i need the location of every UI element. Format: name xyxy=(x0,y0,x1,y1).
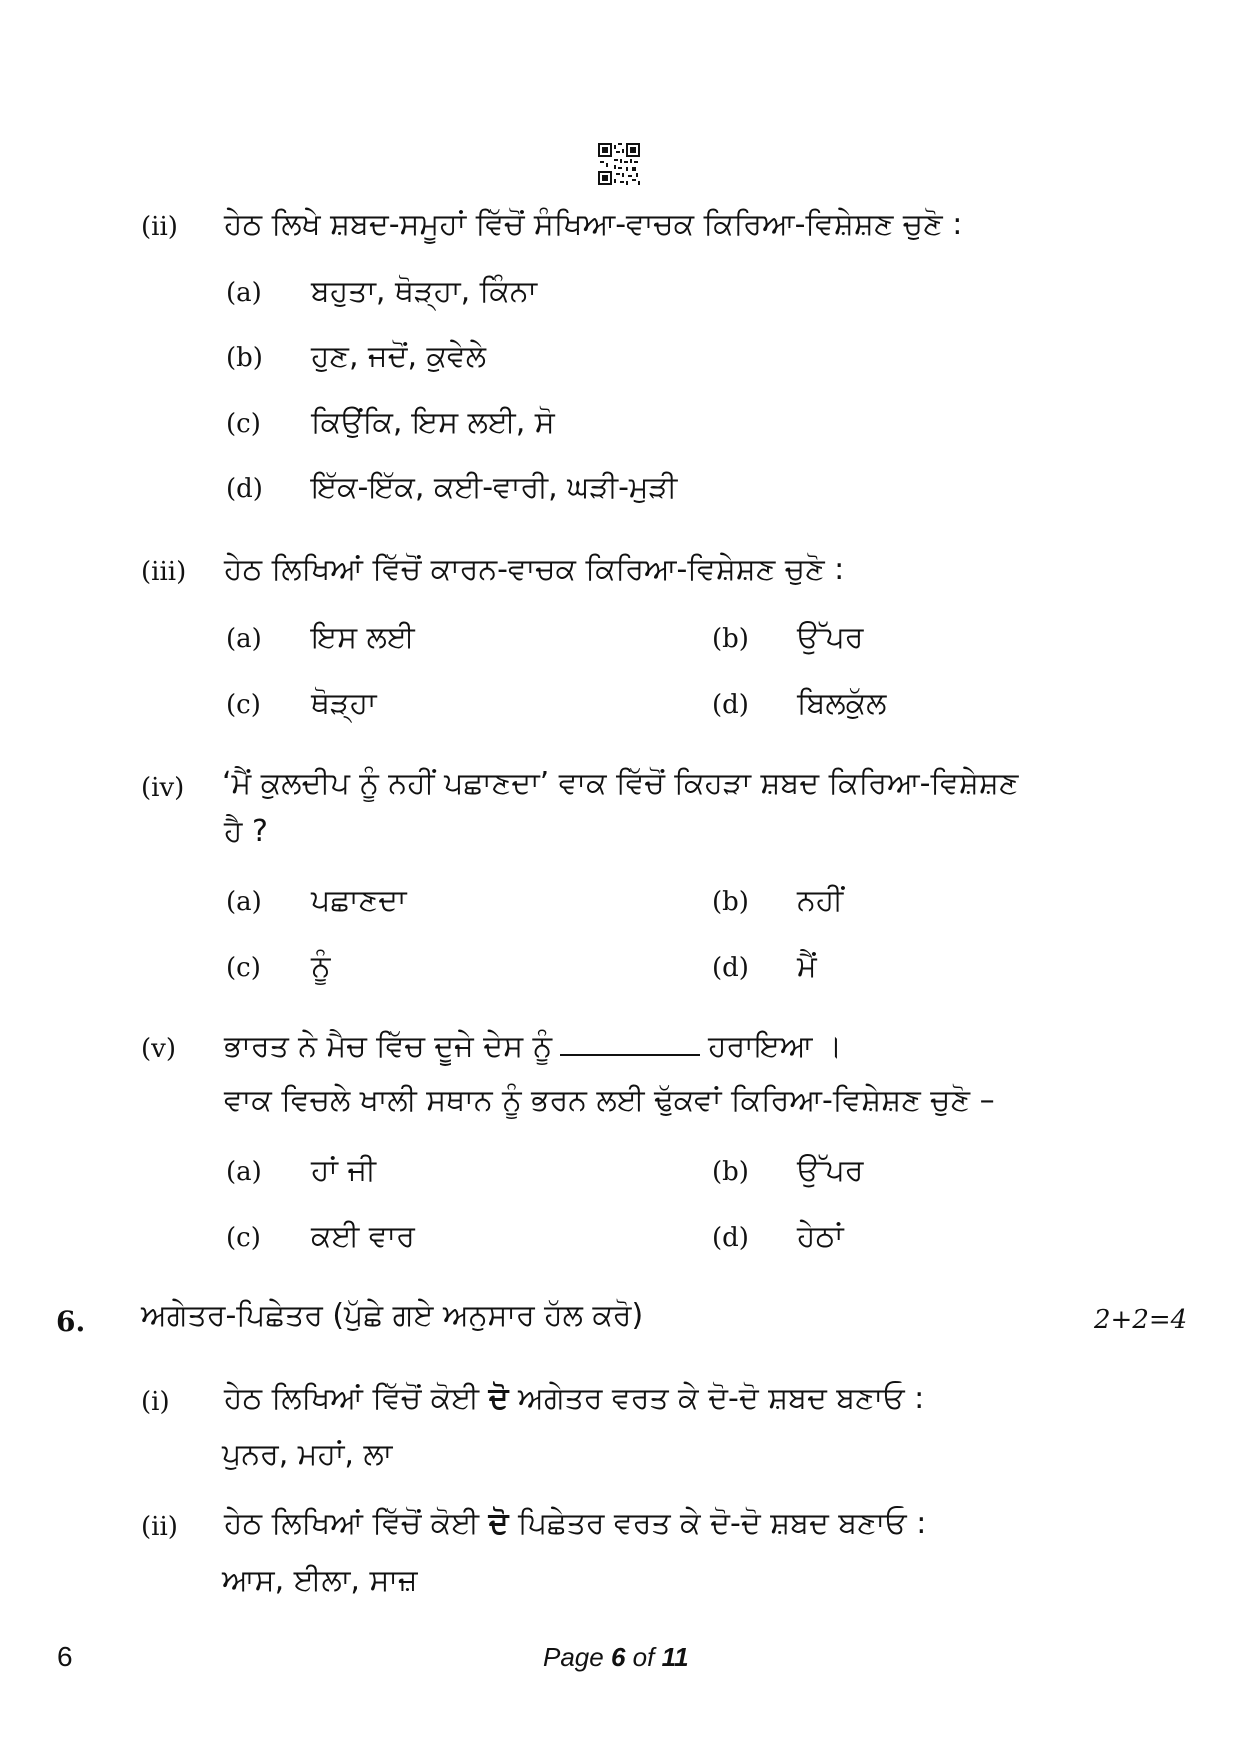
question-number: (v) xyxy=(141,1034,176,1064)
option-label: (c) xyxy=(226,953,261,983)
word-list: ਪੁਨਰ, ਮਹਾਂ, ਲਾ xyxy=(222,1437,393,1472)
option-text: ਉੱਪਰ xyxy=(797,1153,864,1188)
option-label: (a) xyxy=(226,278,262,308)
question-text: ‘ਮੈਂ ਕੁਲਦੀਪ ਨੂੰ ਨਹੀਂ ਪਛਾਣਦਾ’ ਵਾਕ ਵਿੱਚੋਂ ਕਿਹੜਾ ਸ਼ਬਦ ਕਿਰਿਆ-ਵਿਸ਼ੇਸ਼ਣ xyxy=(222,766,1019,801)
option-label: (c) xyxy=(226,409,261,439)
option-text: ਕਈ ਵਾਰ xyxy=(311,1219,415,1254)
option-label: (a) xyxy=(226,887,262,917)
option-text: ਕਿਉਂਕਿ, ਇਸ ਲਈ, ਸੋ xyxy=(311,405,555,440)
option-label: (b) xyxy=(226,343,263,373)
question-text: ਭਾਰਤ ਨੇ ਮੈਚ ਵਿੱਚ ਦੂਜੇ ਦੇਸ ਨੂੰ ਹਰਾਇਆ । xyxy=(224,1029,843,1064)
option-label: (b) xyxy=(712,887,749,917)
question-text: ਹੇਠ ਲਿਖਿਆਂ ਵਿੱਚੋਂ ਕੋਈ ਦੋ ਅਗੇਤਰ ਵਰਤ ਕੇ ਦੋ-ਦੋ ਸ਼ਬਦ ਬਣਾਓ : xyxy=(224,1381,925,1416)
option-text: ਹਾਂ ਜੀ xyxy=(311,1153,377,1188)
option-label: (a) xyxy=(226,1157,262,1187)
fill-in-blank xyxy=(560,1028,700,1056)
question-text-continued: ਹੈ ? xyxy=(224,814,268,849)
option-text: ਇੱਕ-ਇੱਕ, ਕਈ-ਵਾਰੀ, ਘੜੀ-ਮੁੜੀ xyxy=(311,470,678,505)
question-number: (iv) xyxy=(141,773,185,803)
option-text: ਹੇਠਾਂ xyxy=(797,1219,844,1254)
option-label: (d) xyxy=(712,953,749,983)
page-number: 6 xyxy=(57,1641,73,1672)
question-number: (ii) xyxy=(141,212,178,242)
question-text: ਹੇਠ ਲਿਖਿਆਂ ਵਿੱਚੋਂ ਕੋਈ ਦੋ ਪਿਛੇਤਰ ਵਰਤ ਕੇ ਦੋ-ਦੋ ਸ਼ਬਦ ਬਣਾਓ : xyxy=(224,1506,927,1541)
option-label: (b) xyxy=(712,624,749,654)
option-text: ਥੋੜ੍ਹਾ xyxy=(311,686,377,721)
option-label: (d) xyxy=(226,474,263,504)
question-instruction: ਵਾਕ ਵਿਚਲੇ ਖਾਲੀ ਸਥਾਨ ਨੂੰ ਭਰਨ ਲਈ ਢੁੱਕਵਾਂ ਕਿਰਿਆ-ਵਿਸ਼ੇਸ਼ਣ ਚੁਣੋ – xyxy=(224,1083,995,1118)
question-heading: ਅਗੇਤਰ-ਪਿਛੇਤਰ (ਪੁੱਛੇ ਗਏ ਅਨੁਸਾਰ ਹੱਲ ਕਰੋ) xyxy=(141,1298,644,1333)
word-list: ਆਸ, ਈਲਾ, ਸਾਜ਼ xyxy=(222,1563,418,1598)
question-number: 6. xyxy=(56,1305,86,1338)
option-text: ਬਿਲਕੁੱਲ xyxy=(797,686,887,721)
option-text: ਨਹੀਂ xyxy=(797,883,844,918)
option-text: ਨੂੰ xyxy=(311,949,331,984)
option-label: (d) xyxy=(712,1223,749,1253)
option-label: (c) xyxy=(226,1223,261,1253)
option-text: ਉੱਪਰ xyxy=(797,620,864,655)
qr-code-icon xyxy=(598,143,640,185)
question-number: (iii) xyxy=(141,557,187,587)
option-text: ਹੁਣ, ਜਦੋਂ, ਕੁਵੇਲੇ xyxy=(311,339,487,374)
question-number: (ii) xyxy=(141,1512,178,1542)
option-label: (a) xyxy=(226,624,262,654)
question-text: ਹੇਠ ਲਿਖੇ ਸ਼ਬਦ-ਸਮੂਹਾਂ ਵਿੱਚੋਂ ਸੰਖਿਆ-ਵਾਚਕ ਕਿਰਿਆ-ਵਿਸ਼ੇਸ਼ਣ ਚੁਣੋ : xyxy=(224,207,963,242)
option-label: (c) xyxy=(226,690,261,720)
option-label: (b) xyxy=(712,1157,749,1187)
question-text: ਹੇਠ ਲਿਖਿਆਂ ਵਿੱਚੋਂ ਕਾਰਨ-ਵਾਚਕ ਕਿਰਿਆ-ਵਿਸ਼ੇਸ਼ਣ ਚੁਣੋ : xyxy=(224,552,845,587)
option-label: (d) xyxy=(712,690,749,720)
question-number: (i) xyxy=(141,1387,170,1417)
option-text: ਮੈਂ xyxy=(797,949,817,984)
option-text: ਇਸ ਲਈ xyxy=(311,620,415,655)
page-indicator: Page 6 of 11 xyxy=(543,1642,689,1672)
option-text: ਪਛਾਣਦਾ xyxy=(311,883,407,918)
option-text: ਬਹੁਤਾ, ਥੋੜ੍ਹਾ, ਕਿੰਨਾ xyxy=(311,274,538,309)
marks: 2+2=4 xyxy=(1094,1305,1188,1335)
